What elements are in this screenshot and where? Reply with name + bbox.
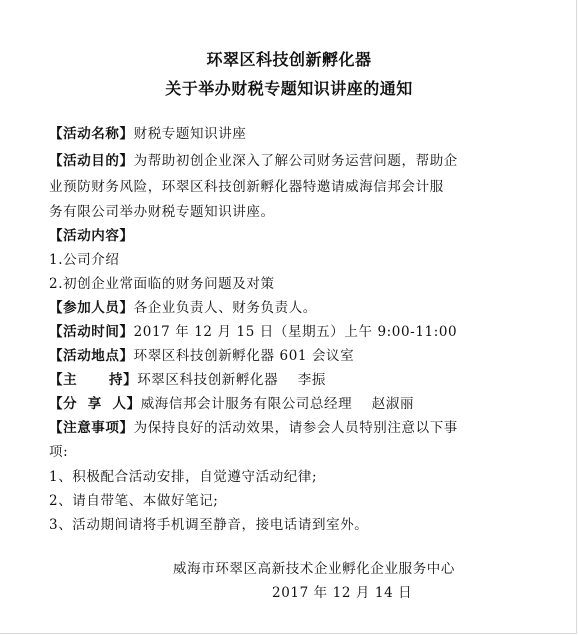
content-item: 1.公司介绍 bbox=[49, 252, 120, 268]
speaker-line bbox=[49, 392, 414, 412]
participants-line bbox=[49, 296, 317, 316]
signature-org: 威海市环翠区高新技术企业孵化企业服务中心 bbox=[173, 561, 455, 577]
notice-title-line1: 环翠区科技创新孵化器 bbox=[206, 50, 372, 69]
notes-line bbox=[49, 416, 458, 436]
purpose-label: 【活动目的】 bbox=[49, 153, 134, 169]
participants-value: 各企业负责人、财务负责人。 bbox=[133, 300, 317, 316]
speaker-value: 威海信邦会计服务有限公司总经理 赵淑丽 bbox=[140, 396, 415, 412]
location-line bbox=[49, 344, 354, 364]
time-value: 2017 年 12 月 15 日（星期五）上午 9:00-11:00 bbox=[133, 324, 458, 340]
notes-label: 【注意事项】 bbox=[49, 420, 134, 436]
content-item: 2.初创企业常面临的财务问题及对策 bbox=[49, 276, 275, 292]
notes-item: 2、请自带笔、本做好笔记; bbox=[49, 493, 219, 509]
notes-text-1: 为保持良好的活动效果，请参会人员特别注意以下事 bbox=[133, 420, 458, 436]
speaker-label: 【分 享 人】 bbox=[49, 396, 141, 412]
time-line bbox=[49, 320, 457, 340]
signature-date: 2017 年 12 月 14 日 bbox=[272, 585, 413, 601]
time-label: 【活动时间】 bbox=[49, 324, 134, 340]
notes-item: 3、活动期间请将手机调至静音，接电话请到室外。 bbox=[49, 517, 369, 533]
purpose-text-1: 为帮助初创企业深入了解公司财务运营问题，帮助企 bbox=[133, 153, 458, 169]
host-value: 环翠区科技创新孵化器 李振 bbox=[137, 372, 326, 388]
notice-title-line2: 关于举办财税专题知识讲座的通知 bbox=[165, 79, 413, 98]
location-value: 环翠区科技创新孵化器 601 会议室 bbox=[133, 348, 355, 364]
topic-value: 财税专题知识讲座 bbox=[133, 126, 247, 142]
topic-label: 【活动名称】 bbox=[49, 126, 134, 142]
purpose-text-2: 业预防财务风险，环翠区科技创新孵化器特邀请威海信邦会计服 bbox=[49, 179, 444, 195]
content-line bbox=[49, 224, 134, 244]
location-label: 【活动地点】 bbox=[49, 348, 134, 364]
topic-line bbox=[49, 122, 246, 142]
purpose-text-3: 务有限公司举办财税专题知识讲座。 bbox=[49, 204, 275, 220]
notes-text-2: 项: bbox=[49, 444, 69, 460]
notes-item: 1、积极配合活动安排，自觉遵守活动纪律; bbox=[49, 469, 318, 485]
participants-label: 【参加人员】 bbox=[49, 300, 134, 316]
host-line bbox=[49, 368, 326, 388]
host-label: 【主 持】 bbox=[49, 372, 138, 388]
content-label: 【活动内容】 bbox=[49, 228, 134, 244]
purpose-line bbox=[49, 149, 458, 169]
